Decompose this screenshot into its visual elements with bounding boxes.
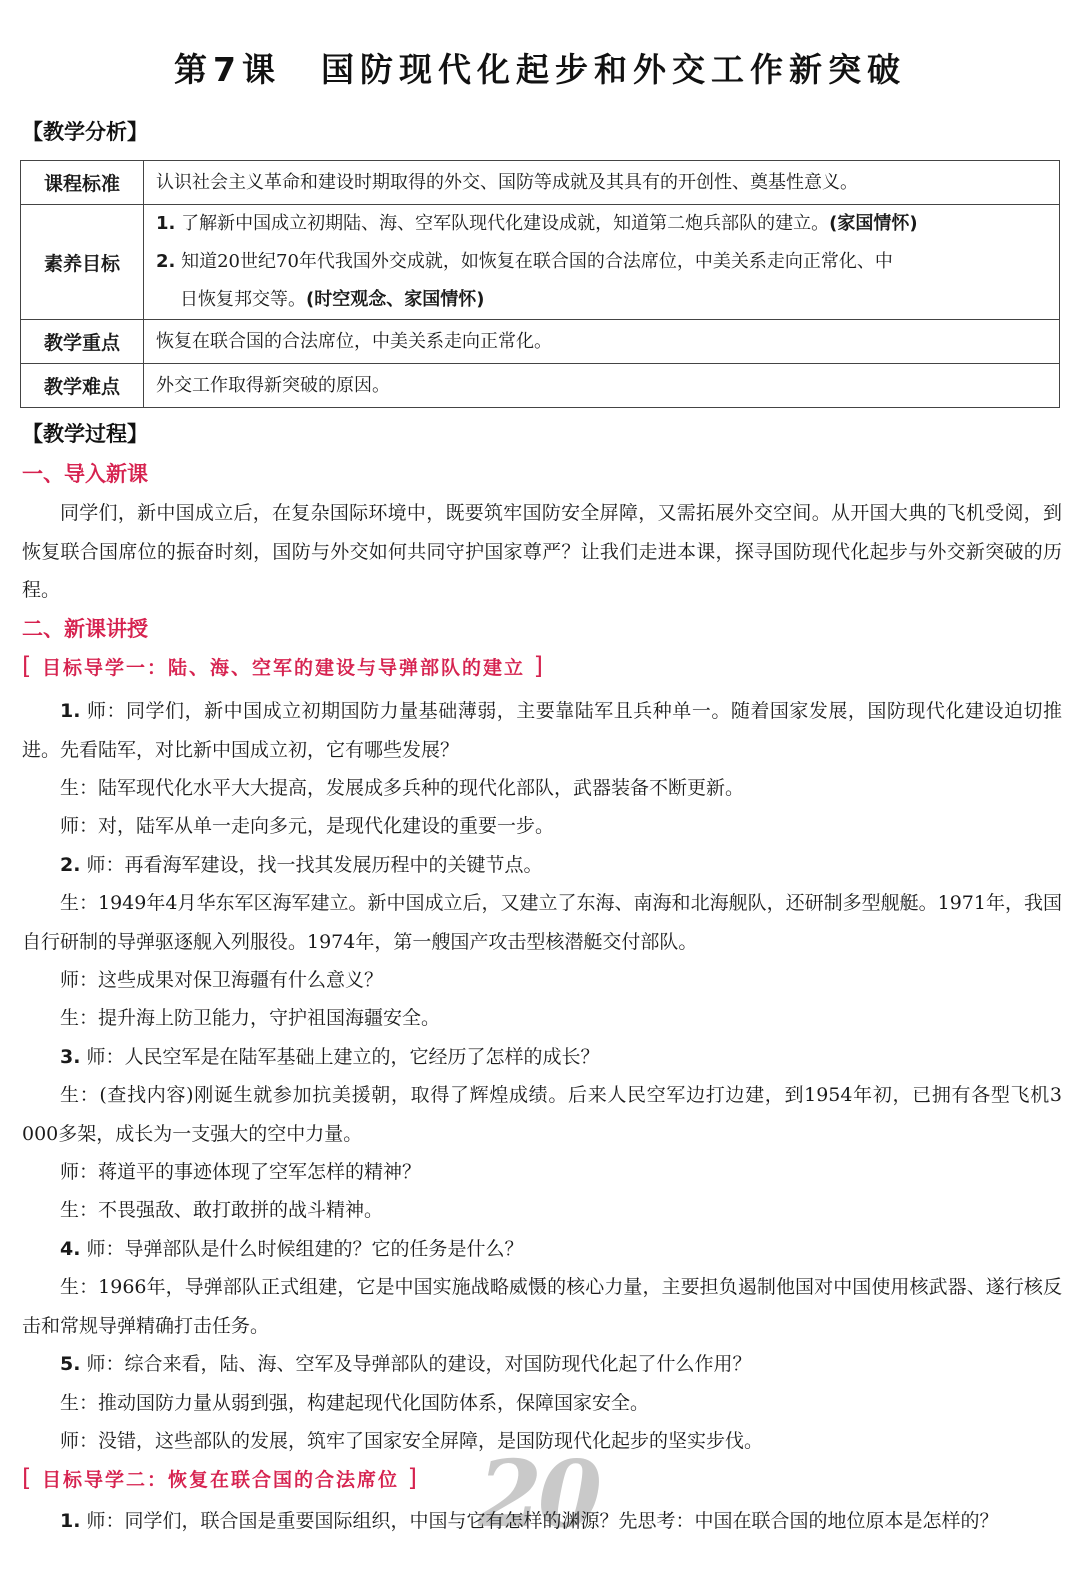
dialogue-q2: 2. 师：再看海军建设，找一找其发展历程中的关键节点。 [60,854,543,876]
standard-text: 认识社会主义革命和建设时期取得的外交、国防等成就及其具有的开创性、奠基性意义。 [144,161,1060,205]
difficult-label: 教学难点 [21,364,144,408]
intro-paragraph: 同学们，新中国成立后，在复杂国际环境中，既要筑牢国防安全屏障，又需拓展外交空间。从开国大典的飞机受阅，到恢复联合国席位的振奋时刻，国防与外交如何共同守护国家尊严？让我们走进本课，探寻国防现代化起步与外交新突破的历程。 [22,502,1062,601]
goal-1-tag: (家国情怀) [829,213,918,234]
key-label: 教学重点 [21,320,144,364]
lesson-name: 国防现代化起步和外交工作新突破 [320,50,906,89]
process-heading: 【教学过程】 [22,422,148,446]
page-number: 20 [478,1440,599,1548]
literacy-goals [144,205,1060,320]
dialogue-a2b: 生：提升海上防卫能力，守护祖国海疆安全。 [60,1007,441,1029]
dialogue-a1: 生：陆军现代化水平大大提高，发展成多兵种的现代化部队，武器装备不断更新。 [60,777,745,799]
key-text: 恢复在联合国的合法席位，中美关系走向正常化。 [144,320,1060,364]
standard-label: 课程标准 [21,161,144,205]
goal-one-tag: [ 目标导学一：陆、海、空军的建设与导弹部队的建立 ] [22,652,546,680]
table-row [21,205,1060,320]
dialogue-a2: 生：1949年4月华东军区海军建立。新中国成立后，又建立了东海、南海和北海舰队，还研制多型舰艇。1971年，我国自行研制的导弹驱逐舰入列服役。1974年，第一艘国产攻击型核潜艇交付部队。 [22,892,1062,953]
dialogue-t5: 师：没错，这些部队的发展，筑牢了国家安全屏障，是国防现代化起步的坚实步伐。 [60,1430,764,1452]
dialogue-a3b: 生：不畏强敌、敢打敢拼的战斗精神。 [60,1199,384,1221]
dialogue-q6: 1. 师：同学们，联合国是重要国际组织，中国与它有怎样的渊源？先思考：中国在联合国的地位原本是怎样的？ [60,1510,999,1532]
dialogue-t1: 师：对，陆军从单一走向多元，是现代化建设的重要一步。 [60,815,555,837]
goal-item-1: 1. 了解新中国成立初期陆、海、空军队现代化建设成就，知道第二炮兵部队的建立。(家国情怀) [156,213,918,234]
dialogue-a3: 生：(查找内容)刚诞生就参加抗美援朝，取得了辉煌成绩。后来人民空军边打边建，到1954年初，已拥有各型飞机3 000多架，成长为一支强大的空中力量。 [22,1084,1062,1145]
dialogue-q1: 1. 师：同学们，新中国成立初期国防力量基础薄弱，主要靠陆军且兵种单一。随着国家发展，国防现代化建设迫切推进。先看陆军，对比新中国成立初，它有哪些发展？ [22,700,1062,761]
analysis-heading: 【教学分析】 [22,120,148,144]
analysis-table [20,160,1060,408]
part2-heading: 二、新课讲授 [22,617,148,641]
lesson-title [0,44,1080,91]
goal-two-tag: [ 目标导学二：恢复在联合国的合法席位 ] [22,1464,420,1492]
table-row [21,161,1060,205]
dialogue-t3: 师：蒋道平的事迹体现了空军怎样的精神？ [60,1161,422,1183]
table-row [21,320,1060,364]
dialogue-q5: 5. 师：综合来看，陆、海、空军及导弹部队的建设，对国防现代化起了什么作用？ [60,1353,752,1375]
goal-item-2-cont: 日恢复邦交等。(时空观念、家国情怀) [180,289,485,310]
dialogue-t2: 师：这些成果对保卫海疆有什么意义？ [60,969,384,991]
difficult-text: 外交工作取得新突破的原因。 [144,364,1060,408]
dialogue-q4: 4. 师：导弹部队是什么时候组建的？它的任务是什么？ [60,1238,524,1260]
dialogue-q3: 3. 师：人民空军是在陆军基础上建立的，它经历了怎样的成长？ [60,1046,600,1068]
dialogue-a5: 生：推动国防力量从弱到强，构建起现代化国防体系，保障国家安全。 [60,1392,650,1414]
part1-heading: 一、导入新课 [22,462,148,486]
dialogue-a4: 生：1966年，导弹部队正式组建，它是中国实施战略威慑的核心力量，主要担负遏制他国对中国使用核武器、遂行核反击和常规导弹精确打击任务。 [22,1276,1062,1337]
goal-2-tag: (时空观念、家国情怀) [306,289,485,310]
literacy-label: 素养目标 [21,205,144,320]
goal-item-2: 2. 知道20世纪70年代我国外交成就，如恢复在联合国的合法席位，中美关系走向正常化、中 [156,251,893,272]
table-row [21,364,1060,408]
lesson-number: 第7课 [174,50,281,89]
